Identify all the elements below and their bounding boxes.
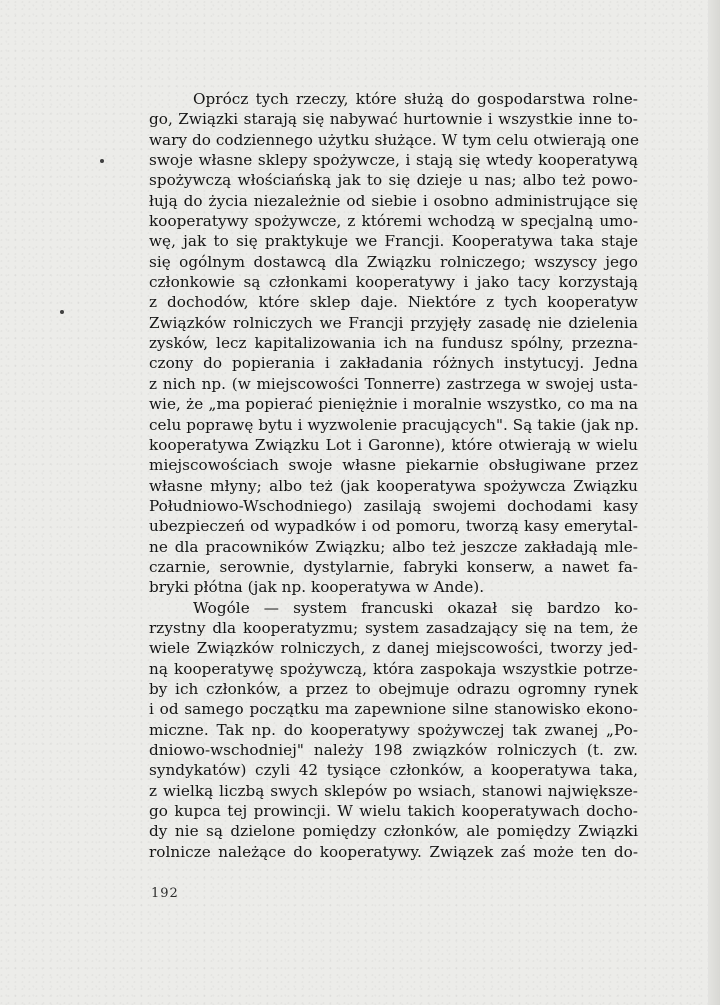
text-line: i od samego początku ma zapewnione silne stanowisko ekono- — [149, 700, 638, 719]
text-line: własne młyny; albo też (jak kooperatywa spożywcza Związku — [149, 476, 638, 495]
text-line: wie, że „ma popierać pieniężnie i moralnie wszystko, co ma na — [149, 395, 638, 414]
text-line: syndykatów) czyli 42 tysiące członków, a kooperatywa taka, — [149, 761, 638, 780]
paper-speck — [60, 310, 64, 314]
text-line: miejscowościach swoje własne piekarnie obsługiwane przez — [149, 456, 638, 475]
text-line: łują do życia niezależnie od siebie i osobno administrujące się — [149, 191, 638, 210]
text-line: rolnicze należące do kooperatywy. Związek zaś może ten do- — [149, 842, 638, 861]
text-line: Wogóle — system francuski okazał się bardzo ko- — [193, 598, 638, 617]
text-line: go, Związki starają się nabywać hurtownie i wszystkie inne to- — [149, 110, 638, 129]
text-line: rzystny dla kooperatyzmu; system zasadzający się na tem, że — [149, 618, 638, 637]
text-line: dniowo-wschodniej" należy 198 związków rolniczych (t. zw. — [149, 741, 638, 759]
body-text — [149, 89, 638, 862]
text-line: dy nie są dzielone pomiędzy członków, ale pomiędzy Związki — [149, 822, 638, 841]
text-line: Południowo-Wschodniego) zasilają swojemi dochodami kasy — [149, 496, 638, 515]
text-line: wary do codziennego użytku służące. W tym celu otwierają one — [149, 130, 640, 149]
text-line: kooperatywa Związku Lot i Garonne), które otwierają w wielu — [149, 435, 638, 454]
text-line: ne dla pracowników Związku; albo też jeszcze zakładają mle- — [149, 537, 638, 556]
text-line: go kupca tej prowincji. W wielu takich kooperatywach docho- — [149, 802, 638, 821]
text-line: wę, jak to się praktykuje we Francji. Kooperatywa taka staje — [149, 232, 638, 251]
text-line: z nich np. (w miejscowości Tonnerre) zastrzega w swojej usta- — [149, 374, 638, 393]
text-line: ną kooperatywę spożywczą, która zaspokaja wszystkie potrze- — [149, 659, 638, 678]
text-line: by ich członków, a przez to obejmuje odrazu ogromny rynek — [149, 679, 638, 698]
text-line: czony do popierania i zakładania różnych instytucyj. Jedna — [149, 354, 638, 373]
paragraph-2 — [149, 598, 638, 862]
page-number: 192 — [151, 886, 179, 901]
text-line: Oprócz tych rzeczy, które służą do gospodarstwa rolne- — [193, 90, 638, 108]
text-line: miczne. Tak np. do kooperatywy spożywczej tak zwanej „Po- — [149, 720, 638, 739]
text-line: kooperatywy spożywcze, z któremi wchodzą w specjalną umo- — [149, 212, 638, 231]
page-edge-shadow — [708, 0, 720, 1005]
text-line: się ogólnym dostawcą dla Związku rolniczego; wszyscy jego — [149, 252, 638, 271]
text-line: bryki płótna (jak np. kooperatywa w Ande). — [149, 578, 485, 597]
paper-speck — [100, 159, 104, 163]
text-line: Związków rolniczych we Francji przyjęły zasadę nie dzielenia — [149, 313, 638, 332]
text-line: wiele Związków rolniczych, z danej miejscowości, tworzy jed- — [149, 639, 638, 658]
text-line: zysków, lecz kapitalizowania ich na fundusz spólny, przezna- — [149, 334, 638, 353]
text-line: z dochodów, które sklep daje. Niektóre z tych kooperatyw — [149, 293, 638, 312]
text-line: swoje własne sklepy spożywcze, i stają się wtedy kooperatywą — [149, 151, 638, 170]
text-line: z wielką liczbą swych sklepów po wsiach, stanowi największe- — [149, 781, 638, 800]
text-line: celu poprawę bytu i wyzwolenie pracujących". Są takie (jak np. — [149, 415, 639, 434]
text-line: spożywczą włościańską jak to się dzieje u nas; albo też powo- — [149, 171, 638, 190]
paragraph-1 — [149, 89, 638, 598]
text-line: członkowie są członkami kooperatywy i jako tacy korzystają — [149, 273, 638, 292]
text-line: ubezpieczeń od wypadków i od pomoru, tworzą kasy emerytal- — [149, 517, 638, 536]
text-line: czarnie, serownie, dystylarnie, fabryki konserw, a nawet fa- — [149, 557, 638, 576]
